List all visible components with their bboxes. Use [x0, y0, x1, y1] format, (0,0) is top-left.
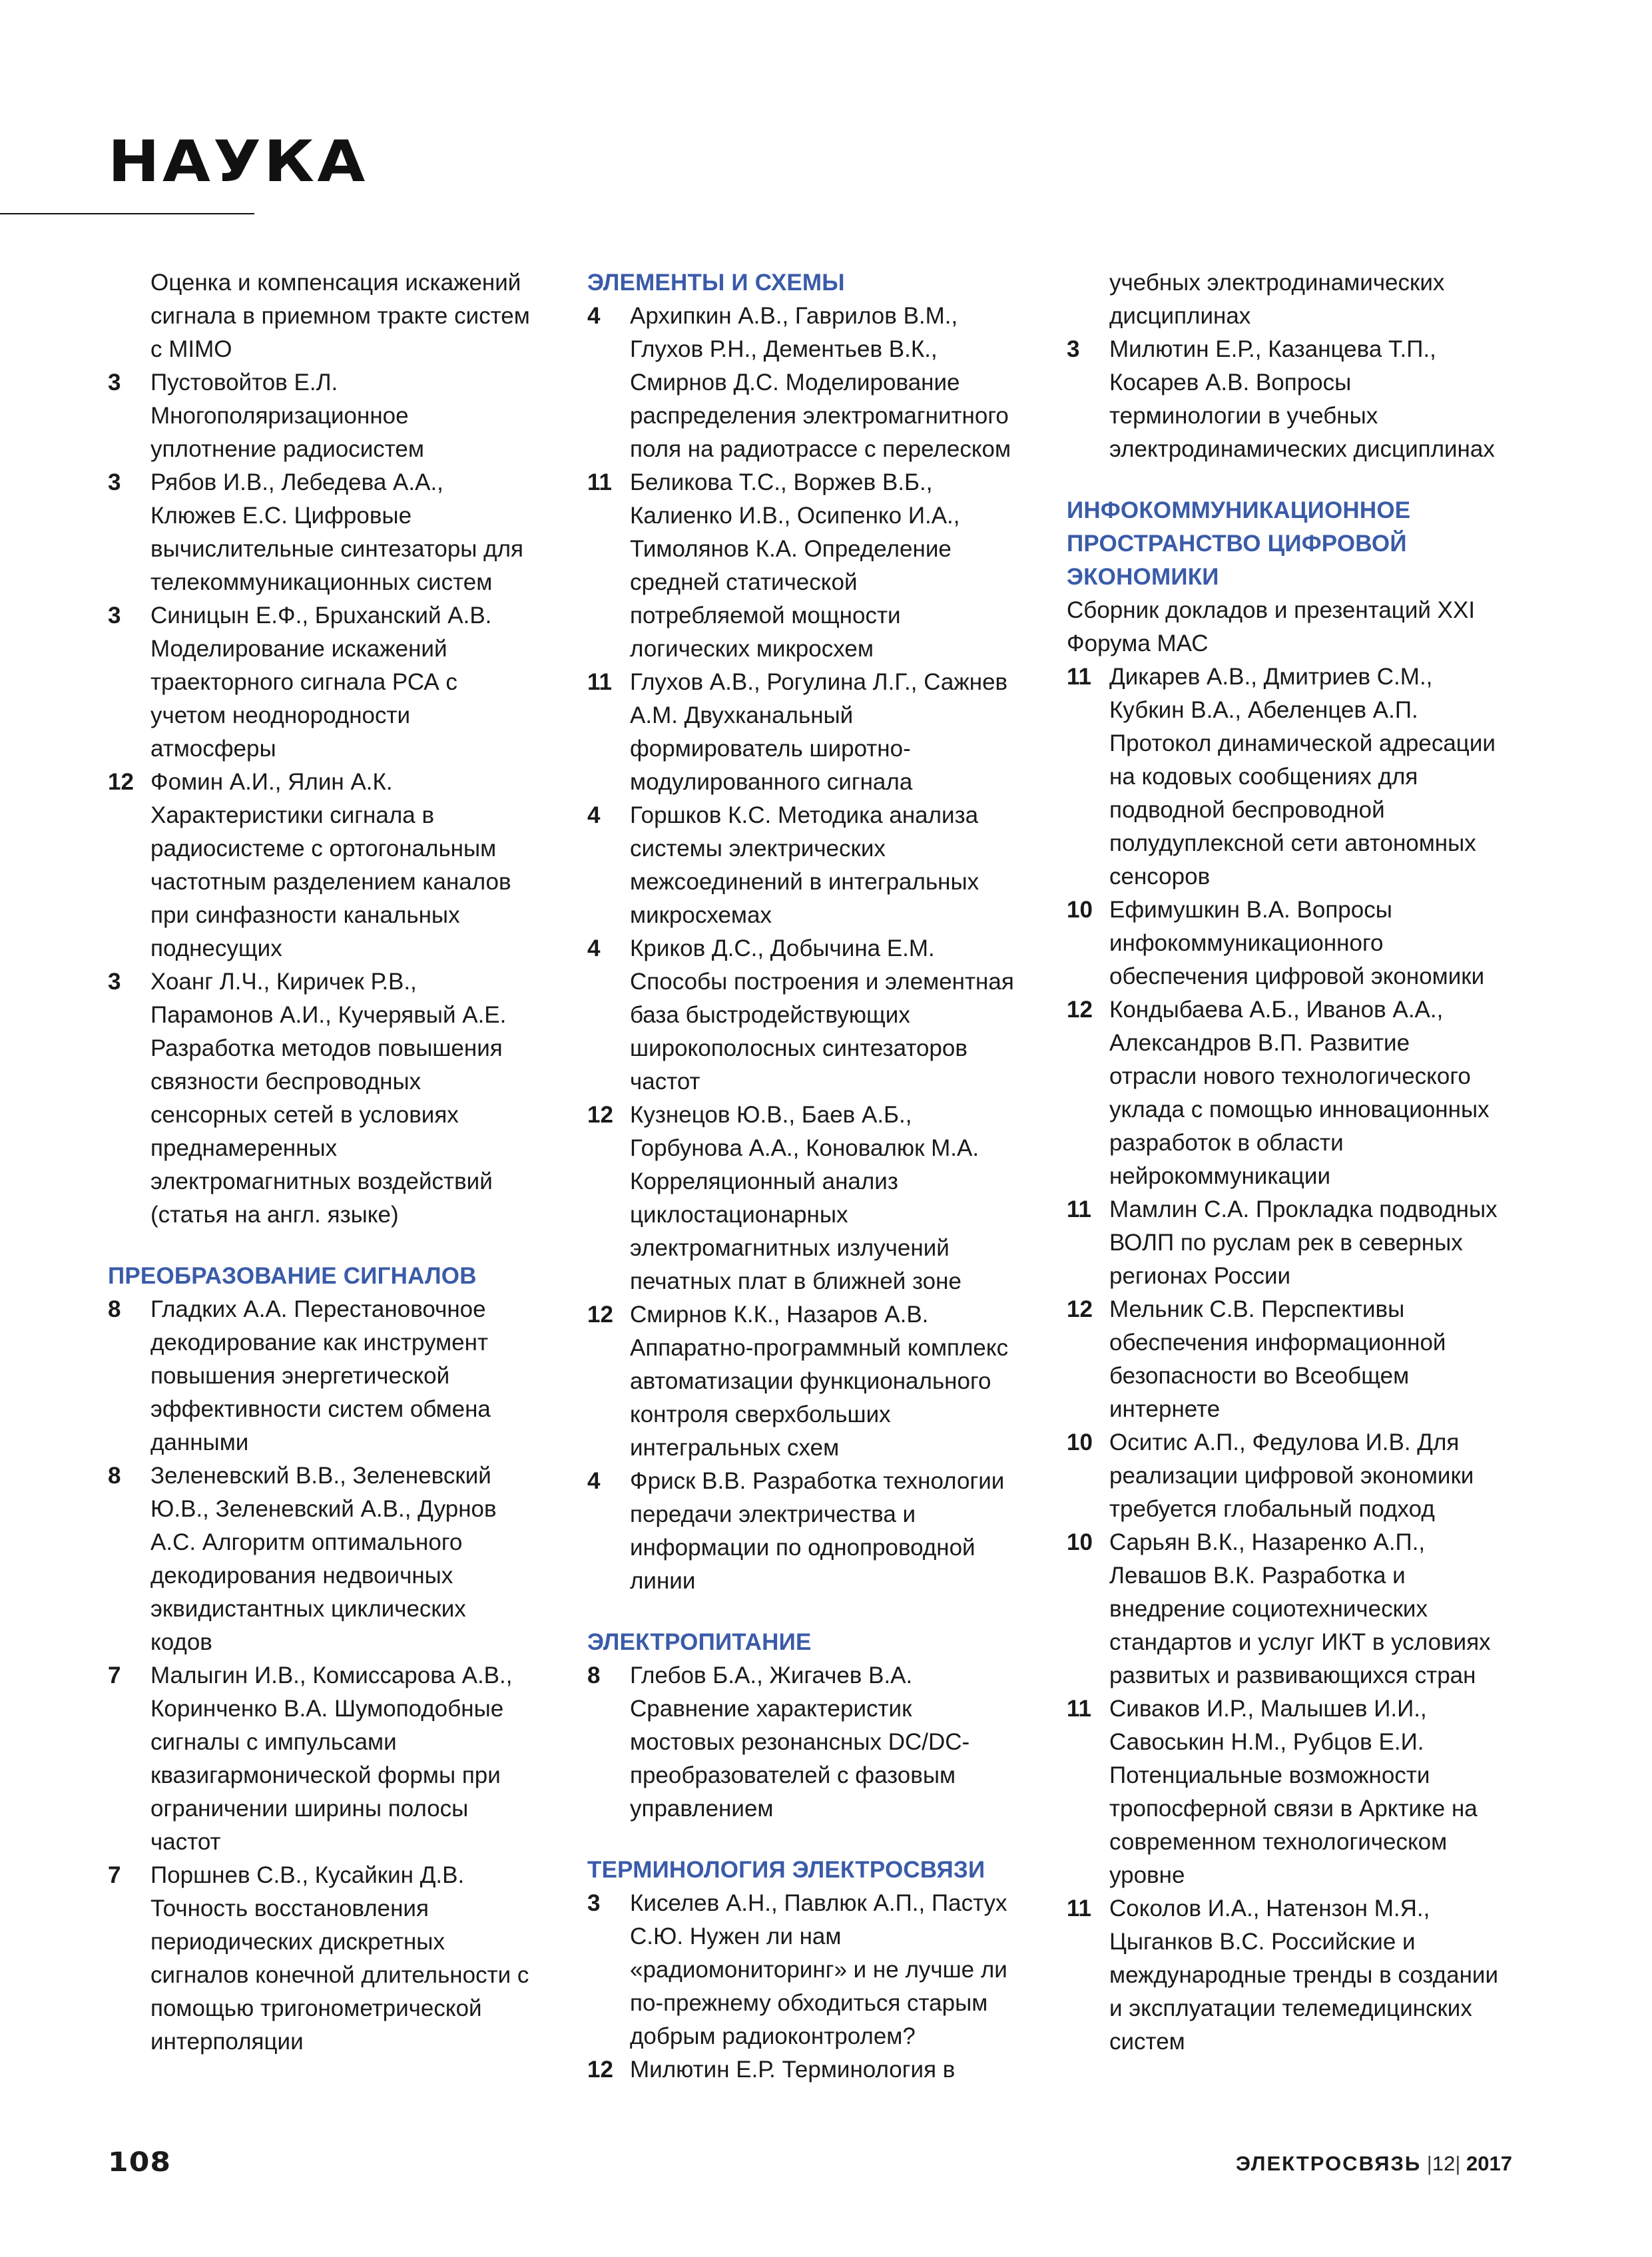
entry-text: Хоанг Л.Ч., Киричек Р.В., Парамонов А.И., Кучерявый А.Е. Разработка методов повышения связности беспроводных сенсорных сетей в условиях преднамеренных электромагнитных воздействий (статья на англ. языке): [150, 969, 507, 1228]
list-item: [587, 1465, 1017, 1598]
list-item: [1067, 893, 1500, 993]
entry-text: Глебов Б.А., Жигачев В.А. Сравнение характеристик мостовых резонансных DC/DC-преобразователей с фазовым управлением: [630, 1662, 970, 1822]
issue-number: 11: [1067, 1196, 1091, 1222]
list-item: [1067, 1692, 1500, 1892]
list-item: [587, 799, 1017, 932]
section-title: ЭЛЕМЕНТЫ И СХЕМЫ: [587, 270, 845, 296]
list-item: [108, 1459, 534, 1659]
issue-number: 10: [1067, 1429, 1093, 1455]
list-item: [1067, 1193, 1500, 1293]
separator: |: [1455, 2152, 1461, 2175]
section-title: ИНФОКОММУНИКАЦИОННОЕ ПРОСТРАНСТВО ЦИФРОВОЙ ЭКОНОМИКИ: [1067, 497, 1411, 590]
list-item: [587, 666, 1017, 799]
issue-number: 3: [1067, 336, 1080, 362]
entry-text: Пустовойтов Е.Л. Многополяризационное уплотнение радиосистем: [150, 370, 424, 462]
journal-name: ЭЛЕКТРОСВЯЗЬ: [1235, 2152, 1422, 2175]
list-item: [587, 1887, 1017, 2053]
list-item: [1067, 1293, 1500, 1426]
issue-number: 11: [1067, 1696, 1091, 1722]
issue-number: 4: [587, 1468, 601, 1494]
list-item: [108, 1859, 534, 2059]
issue-number: 8: [587, 1662, 601, 1688]
entry-text: Ефимушкин В.А. Вопросы инфокоммуникационного обеспечения цифровой экономики: [1109, 897, 1485, 989]
entry-text: Беликова Т.С., Воржев В.Б., Калиенко И.В., Осипенко И.А., Тимолянов К.А. Определение средней статической потребляемой мощности логических микросхем: [630, 469, 960, 662]
list-item: [587, 466, 1017, 666]
entry-text: Милютин Е.Р. Терминология в: [630, 2057, 956, 2083]
issue-label: 12: [1432, 2152, 1456, 2175]
continued-entry-text: Оценка и компенсация искажений сигнала в приемном тракте систем с MIMO: [150, 270, 530, 362]
issue-number: 12: [108, 769, 134, 795]
year-label: 2017: [1466, 2152, 1512, 2175]
section-subtitle: Сборник докладов и презентаций XXI Форума МАС: [1067, 597, 1476, 656]
entry-text: Глухов А.В., Рогулина Л.Г., Сажнев А.М. Двухканальный формирователь широтно-модулированного сигнала: [630, 669, 1008, 795]
entry-text: Фриск В.В. Разработка технологии передачи электричества и информации по однопроводной линии: [630, 1468, 1005, 1594]
issue-number: 7: [108, 1862, 121, 1888]
issue-number: 11: [587, 469, 612, 495]
entry-text: Смирнов К.К., Назаров А.В. Аппаратно-программный комплекс автоматизации функционального контроля сверхбольших интегральных схем: [630, 1302, 1009, 1461]
entry-text: Криков Д.С., Добычина Е.М. Способы построения и элементная база быстродействующих широкополосных синтезаторов частот: [630, 935, 1014, 1095]
journal-footer: [1236, 2152, 1512, 2176]
list-item: [1067, 993, 1500, 1193]
issue-number: 3: [108, 603, 121, 628]
list-item: [1067, 333, 1500, 466]
issue-number: 8: [108, 1463, 121, 1489]
entry-text: Оситис А.П., Федулова И.В. Для реализации цифровой экономики требуется глобальный подход: [1109, 1429, 1474, 1522]
issue-number: 3: [108, 969, 121, 995]
entry-text: Соколов И.А., Натензон М.Я., Цыганков В.С. Российские и международные тренды в создании и эксплуатации телемедицинских систем: [1109, 1895, 1498, 2055]
entry-text: Дикарев А.В., Дмитриев С.М., Кубкин В.А., Абеленцев А.П. Протокол динамической адресации на кодовых сообщениях для подводной беспроводной полудуплексной сети автономных сенсоров: [1109, 664, 1496, 889]
page-number: 108: [108, 2147, 172, 2178]
list-item: [108, 766, 534, 965]
list-item: [108, 1659, 534, 1859]
entry-text: Фомин А.И., Ялин А.К. Характеристики сигнала в радиосистеме с ортогональным частотным разделением каналов при синфазности канальных поднесущих: [150, 769, 511, 961]
issue-number: 10: [1067, 897, 1093, 923]
continued-entry-text: учебных электродинамических дисциплинах: [1109, 270, 1445, 329]
section-title: ТЕРМИНОЛОГИЯ ЭЛЕКТРОСВЯЗИ: [587, 1857, 985, 1883]
issue-number: 7: [108, 1662, 121, 1688]
issue-number: 4: [587, 303, 601, 329]
issue-number: 3: [587, 1890, 601, 1916]
list-item: [587, 1659, 1017, 1826]
list-item: [108, 366, 534, 466]
issue-number: 3: [108, 469, 121, 495]
issue-number: 8: [108, 1296, 121, 1322]
entry-text: Зеленевский В.В., Зеленевский Ю.В., Зеленевский А.В., Дурнов А.С. Алгоритм оптимального декодирования недвоичных эквидистантных циклических кодов: [150, 1463, 497, 1655]
issue-number: 12: [587, 1102, 613, 1128]
entry-text: Гладких А.А. Перестановочное декодирование как инструмент повышения энергетической эффективности систем обмена данными: [150, 1296, 491, 1455]
entry-text: Милютин Е.Р., Казанцева Т.П., Косарев А.В. Вопросы терминологии в учебных электродинамических дисциплинах: [1109, 336, 1495, 462]
section-title: ЭЛЕКТРОПИТАНИЕ: [587, 1629, 812, 1655]
entry-text: Мамлин С.А. Прокладка подводных ВОЛП по руслам рек в северных регионах России: [1109, 1196, 1498, 1289]
issue-number: 4: [587, 802, 601, 828]
list-item: [1067, 1892, 1500, 2059]
header-divider: [0, 213, 254, 214]
entry-text: Синицын Е.Ф., Брuханский А.В. Моделирование искажений траекторного сигнала РСА с учетом неоднородности атмосферы: [150, 603, 492, 762]
column-1: [108, 266, 534, 2059]
issue-number: 12: [587, 2057, 613, 2083]
entry-text: Кузнецов Ю.В., Баев А.Б., Горбунова А.А., Коновалюк М.А. Корреляционный анализ циклостационарных электромагнитных излучений печатных плат в ближней зоне: [630, 1102, 979, 1294]
issue-number: 10: [1067, 1529, 1093, 1555]
list-item: [587, 1099, 1017, 1298]
issue-number: 11: [587, 669, 612, 695]
entry-text: Кондыбаева А.Б., Иванов А.А., Александров В.П. Развитие отрасли нового технологического уклада с помощью инновационных разработок в области нейрокоммуникации: [1109, 997, 1490, 1189]
section-heading: НАУКА: [108, 128, 368, 195]
list-item: [1067, 1526, 1500, 1692]
entry-text: Сиваков И.Р., Малышев И.И., Савоськин Н.М., Рубцов Е.И. Потенциальные возможности тропосферной связи в Арктике на современном технологическом уровне: [1109, 1696, 1478, 1888]
issue-number: 4: [587, 935, 601, 961]
issue-number: 12: [1067, 997, 1093, 1023]
entry-text: Рябов И.В., Лебедева А.А., Клюжев Е.С. Цифровые вычислительные синтезаторы для телекоммуникационных систем: [150, 469, 523, 595]
column-3: [1067, 266, 1500, 2059]
entry-text: Малыгин И.В., Комиссарова А.В., Коринченко В.А. Шумоподобные сигналы с импульсами квазигармонической формы при ограничении ширины полосы частот: [150, 1662, 513, 1855]
entry-text: Мельник С.В. Перспективы обеспечения информационной безопасности во Всеобщем интернете: [1109, 1296, 1446, 1422]
list-item: [587, 932, 1017, 1099]
column-2: [587, 266, 1017, 2087]
list-item: [108, 965, 534, 1232]
issue-number: 12: [1067, 1296, 1093, 1322]
entry-text: Киселев А.Н., Павлюк А.П., Пастух С.Ю. Нужен ли нам «радиомониторинг» и не лучше ли по-прежнему обходиться старым добрым радиоконтролем?: [630, 1890, 1007, 2049]
issue-number: 11: [1067, 1895, 1091, 1921]
list-item: [108, 466, 534, 599]
separator: |: [1426, 2152, 1432, 2175]
list-item: [108, 599, 534, 766]
issue-number: 12: [587, 1302, 613, 1328]
entry-text: Сарьян В.К., Назаренко А.П., Левашов В.К. Разработка и внедрение социотехнических стандартов и услуг ИКТ в условиях развитых и развивающихся стран: [1109, 1529, 1491, 1688]
list-item: [587, 300, 1017, 466]
list-item: [108, 1293, 534, 1459]
list-item: [1067, 660, 1500, 893]
entry-text: Архипкин А.В., Гаврилов В.М., Глухов Р.Н., Дементьев В.К., Смирнов Д.С. Моделирование распределения электромагнитного поля на радиотрассе с перелеском: [630, 303, 1011, 462]
entry-text: Горшков К.С. Методика анализа системы электрических межсоединений в интегральных микросхемах: [630, 802, 979, 928]
list-item: [587, 1298, 1017, 1465]
issue-number: 11: [1067, 664, 1091, 690]
list-item: [587, 2053, 1017, 2087]
section-title: ПРЕОБРАЗОВАНИЕ СИГНАЛОВ: [108, 1263, 477, 1289]
entry-text: Поршнев С.В., Кусайкин Д.В. Точность восстановления периодических дискретных сигналов конечной длительности с помощью тригонометрической интерполяции: [150, 1862, 529, 2055]
issue-number: 3: [108, 370, 121, 395]
list-item: [1067, 1426, 1500, 1526]
